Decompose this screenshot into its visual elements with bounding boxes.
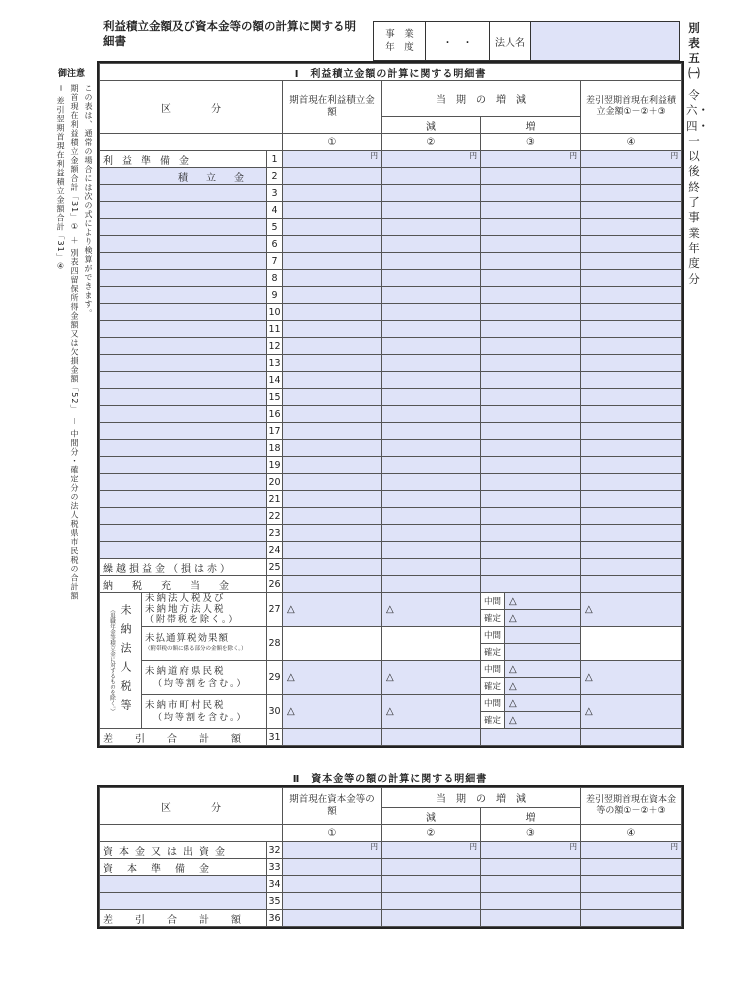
- amount-cell[interactable]: [382, 304, 481, 321]
- row-label-field[interactable]: [100, 321, 267, 338]
- table-row: 差引合計額 36: [100, 910, 682, 927]
- amount-cell[interactable]: [581, 508, 682, 525]
- amount-cell[interactable]: [283, 185, 382, 202]
- table-row: 4: [100, 202, 682, 219]
- amount-cell[interactable]: [382, 474, 481, 491]
- amount-cell[interactable]: [581, 321, 682, 338]
- amount-cell[interactable]: [581, 219, 682, 236]
- amount-cell[interactable]: [382, 287, 481, 304]
- col1-header: 期首現在資本金等の額: [283, 788, 382, 825]
- table-row: 18: [100, 440, 682, 457]
- table-row: 34: [100, 876, 682, 893]
- row-label-field[interactable]: [100, 287, 267, 304]
- amount-cell[interactable]: 円: [382, 151, 481, 168]
- amount-cell[interactable]: [283, 372, 382, 389]
- table-row: 7: [100, 253, 682, 270]
- header-box: [373, 21, 680, 61]
- row-label-field[interactable]: [100, 304, 267, 321]
- period-field[interactable]: ・ ・: [426, 22, 490, 60]
- section2-table: 区 分 期首現在資本金等の額 当 期 の 増 減 差引翌期首現在資本金等の額①－②＋③ 減 増 ① ② ③ ④ 資本金又は出資金 32 円 円 円 円 資本準備金 33 34 35 差引合計額 36: [99, 787, 682, 927]
- section2-title: Ⅱ 資本金等の額の計算に関する明細書: [292, 774, 488, 785]
- amount-cell[interactable]: [581, 491, 682, 508]
- row-label-field[interactable]: [100, 542, 267, 559]
- table-row: 利益準備金 1 円 円 円 円: [100, 151, 682, 168]
- amount-cell[interactable]: [481, 236, 581, 253]
- row-label-field[interactable]: [100, 270, 267, 287]
- table-row: 15: [100, 389, 682, 406]
- row-label: 差引合計額: [100, 910, 267, 927]
- amount-cell[interactable]: [481, 491, 581, 508]
- amount-cell[interactable]: [481, 406, 581, 423]
- row-label-field[interactable]: [100, 202, 267, 219]
- amount-cell[interactable]: △: [581, 593, 682, 627]
- table-row: 6: [100, 236, 682, 253]
- amount-cell[interactable]: [581, 253, 682, 270]
- amount-cell[interactable]: [581, 525, 682, 542]
- amount-cell[interactable]: [481, 270, 581, 287]
- amount-cell[interactable]: [581, 185, 682, 202]
- col3-header: 増: [481, 808, 581, 825]
- table-row: 17: [100, 423, 682, 440]
- table-row: 未払通算税効果額 （附帯税の額に係る部分の金額を除く。） 28 中間: [100, 627, 682, 644]
- amount-cell[interactable]: [481, 355, 581, 372]
- table-row: 19: [100, 457, 682, 474]
- row-label-field[interactable]: [100, 423, 267, 440]
- row-label-field[interactable]: [100, 219, 267, 236]
- amount-cell[interactable]: [283, 525, 382, 542]
- colnum-3: ③: [481, 134, 581, 151]
- corp-name-field[interactable]: [531, 22, 679, 60]
- change-header: 当 期 の 増 減: [382, 788, 581, 808]
- table-row: 8: [100, 270, 682, 287]
- unpaid-group-label: （退職年金等積立金に対するものを除く。） 未納法人税等: [100, 593, 142, 729]
- amount-cell[interactable]: [481, 219, 581, 236]
- amount-cell[interactable]: [382, 321, 481, 338]
- corp-name-label: 法人名: [490, 22, 531, 60]
- amount-cell[interactable]: [581, 372, 682, 389]
- amount-cell[interactable]: [382, 457, 481, 474]
- table-row: 5: [100, 219, 682, 236]
- amount-cell[interactable]: [481, 525, 581, 542]
- amount-cell[interactable]: △: [283, 593, 382, 627]
- amount-cell[interactable]: [283, 508, 382, 525]
- amount-cell[interactable]: [581, 423, 682, 440]
- kubun-header: 区 分: [100, 788, 283, 825]
- table-row: 11: [100, 321, 682, 338]
- amount-cell[interactable]: [283, 321, 382, 338]
- change-header: 当 期 の 増 減: [382, 81, 581, 117]
- amount-cell[interactable]: [481, 457, 581, 474]
- amount-cell[interactable]: [481, 440, 581, 457]
- amount-cell[interactable]: [481, 287, 581, 304]
- row-label: 未納法人税及び 未納地方法人税 （附帯税を除く。）: [142, 593, 267, 627]
- amount-cell[interactable]: [382, 440, 481, 457]
- row-label-field[interactable]: [100, 525, 267, 542]
- period-label: 事 業 年 度: [374, 22, 426, 60]
- col2-header: 減: [382, 808, 481, 825]
- amount-cell[interactable]: [581, 338, 682, 355]
- amount-cell[interactable]: [283, 457, 382, 474]
- table-row: 14: [100, 372, 682, 389]
- table-row: 12: [100, 338, 682, 355]
- amount-cell[interactable]: △: [382, 593, 481, 627]
- colnum-2: ②: [382, 134, 481, 151]
- row-label: 資本金又は出資金: [100, 842, 267, 859]
- row-label-field[interactable]: [100, 440, 267, 457]
- amount-cell[interactable]: [382, 355, 481, 372]
- amount-cell[interactable]: 円: [581, 151, 682, 168]
- amount-cell[interactable]: [283, 219, 382, 236]
- amount-cell[interactable]: [283, 338, 382, 355]
- table-row: 未納市町村民税 （均等割を含む。） 30 △ △ 中間 △ △: [100, 695, 682, 712]
- table-row: 資本金又は出資金 32 円 円 円 円: [100, 842, 682, 859]
- notes-line1: この表は、通常の場合には次の式により検算ができます。: [84, 84, 93, 318]
- amount-cell[interactable]: [382, 525, 481, 542]
- amount-cell[interactable]: [382, 202, 481, 219]
- row-label: 資本準備金: [100, 859, 267, 876]
- row-label-field[interactable]: [100, 491, 267, 508]
- amount-cell[interactable]: [382, 389, 481, 406]
- table-row: 差引合計額 31: [100, 729, 682, 746]
- amount-cell[interactable]: [581, 270, 682, 287]
- row-label: 未払通算税効果額 （附帯税の額に係る部分の金額を除く。）: [142, 627, 267, 661]
- amount-cell[interactable]: [581, 406, 682, 423]
- amount-cell[interactable]: [283, 270, 382, 287]
- notes-line3: ＝ 差引翌期首現在利益積立金額合計「31」④: [56, 84, 65, 272]
- row-label-field[interactable]: [100, 457, 267, 474]
- form-id: 別表五㈠: [688, 21, 700, 80]
- row-label-field[interactable]: [100, 185, 267, 202]
- amount-cell[interactable]: [382, 406, 481, 423]
- amount-cell[interactable]: [581, 457, 682, 474]
- row-label: 利益準備金: [100, 151, 267, 168]
- amount-cell[interactable]: [481, 304, 581, 321]
- amount-cell[interactable]: [283, 287, 382, 304]
- amount-cell[interactable]: [581, 202, 682, 219]
- amount-cell[interactable]: [382, 508, 481, 525]
- table-row: 積立金 2: [100, 168, 682, 185]
- form-title: 利益積立金額及び資本金等の額の計算に関する明細書: [103, 19, 356, 48]
- table-row: 16: [100, 406, 682, 423]
- amount-cell[interactable]: [283, 491, 382, 508]
- applicability-note: 令六・四・一以後終了事業年度分: [686, 88, 709, 286]
- table-row: 20: [100, 474, 682, 491]
- row-label-field[interactable]: [100, 236, 267, 253]
- amount-cell[interactable]: [481, 372, 581, 389]
- col1-header: 期首現在利益積立金額: [283, 81, 382, 134]
- amount-cell[interactable]: [283, 389, 382, 406]
- amount-cell[interactable]: [283, 423, 382, 440]
- row-label-field[interactable]: [100, 389, 267, 406]
- table-row: 未納道府県民税 （均等割を含む。） 29 △ △ 中間 △ △: [100, 661, 682, 678]
- colnum-1: ①: [283, 134, 382, 151]
- amount-cell[interactable]: [283, 202, 382, 219]
- amount-cell[interactable]: [481, 321, 581, 338]
- amount-cell[interactable]: [481, 542, 581, 559]
- col2-header: 減: [382, 117, 481, 134]
- amount-cell[interactable]: [581, 236, 682, 253]
- amount-cell[interactable]: [382, 338, 481, 355]
- amount-cell[interactable]: △: [505, 593, 581, 610]
- amount-cell[interactable]: [283, 236, 382, 253]
- amount-cell[interactable]: [382, 236, 481, 253]
- amount-cell[interactable]: [481, 185, 581, 202]
- col4-header: 差引翌期首現在資本金等の額①－②＋③: [581, 788, 682, 825]
- amount-cell[interactable]: [581, 355, 682, 372]
- notes-heading: 御注意: [58, 69, 86, 79]
- col3-header: 増: [481, 117, 581, 134]
- amount-cell[interactable]: [382, 185, 481, 202]
- table-row: 35: [100, 893, 682, 910]
- amount-cell[interactable]: [581, 287, 682, 304]
- amount-cell[interactable]: [581, 542, 682, 559]
- table-row: 13: [100, 355, 682, 372]
- amount-cell[interactable]: [283, 542, 382, 559]
- blank-rows: [100, 185, 682, 559]
- amount-cell[interactable]: [283, 474, 382, 491]
- amount-cell[interactable]: [481, 253, 581, 270]
- row-label-field[interactable]: [100, 253, 267, 270]
- amount-cell[interactable]: [382, 219, 481, 236]
- amount-cell[interactable]: [382, 270, 481, 287]
- row-label: 未納市町村民税 （均等割を含む。）: [142, 695, 267, 729]
- amount-cell[interactable]: [481, 508, 581, 525]
- amount-cell[interactable]: [382, 491, 481, 508]
- amount-cell[interactable]: 円: [481, 151, 581, 168]
- table-row: 繰越損益金（損は赤） 25: [100, 559, 682, 576]
- table-row: 22: [100, 508, 682, 525]
- amount-cell[interactable]: [581, 474, 682, 491]
- amount-cell[interactable]: [581, 304, 682, 321]
- amount-cell[interactable]: [481, 474, 581, 491]
- row-label-field[interactable]: [100, 355, 267, 372]
- amount-cell[interactable]: [581, 440, 682, 457]
- amount-cell[interactable]: [581, 389, 682, 406]
- amount-cell[interactable]: [481, 338, 581, 355]
- row-label[interactable]: 積立金: [100, 168, 267, 185]
- row-label: 未納道府県民税 （均等割を含む。）: [142, 661, 267, 695]
- colnum-4: ④: [581, 134, 682, 151]
- row-label-field[interactable]: [100, 508, 267, 525]
- amount-cell[interactable]: [283, 440, 382, 457]
- table-row: 24: [100, 542, 682, 559]
- row-label: 差引合計額: [100, 729, 267, 746]
- amount-cell[interactable]: [283, 406, 382, 423]
- notes-line2: 期首現在利益積立金額合計「31」① ＋ 別表四留保所得金額又は欠損金額「52」 － 中間分・確定分の法人税県市民税の合計額: [70, 84, 79, 601]
- section1-table: Ⅰ 利益積立金額の計算に関する明細書 区 分 期首現在利益積立金額 当 期 の 増 減 差引翌期首現在利益積立金額①－②＋③ 減 増 ① ② ③ ④ 利益準備金 1 円 円 円 円 積立金 2 3 4 5 6 7 8 9 10 11 12 13 14 15 16 17 18 19 20 21 22 23 24 繰越損益金（損は赤） 25 納税充当金 26 （退職年金等積立金に対するものを除く。） 未納法人税等 未納法人税及び 未納地方法人税 （附帯税を除く。） 27 △ △ 中間 △ △ 確定 △ 未払通算税効果額 （附帯税の額に係る部分の金額を除く。） 28 中間 確定 未納道府県民税 （均等割を含む。） 29 △ △ 中間 △ △ 確定 △ 未納市町村民税 （均等割を含む。） 30 △ △ 中間 △ △ 確定 △ 差引合計額 31: [99, 63, 682, 746]
- row-label-field[interactable]: [100, 474, 267, 491]
- row-label: 納税充当金: [100, 576, 267, 593]
- row-label-field[interactable]: [100, 372, 267, 389]
- amount-cell[interactable]: [481, 389, 581, 406]
- amount-cell[interactable]: [283, 253, 382, 270]
- row-label-field[interactable]: [100, 338, 267, 355]
- col4-header: 差引翌期首現在利益積立金額①－②＋③: [581, 81, 682, 134]
- table-row: 10: [100, 304, 682, 321]
- amount-cell[interactable]: [382, 542, 481, 559]
- amount-cell[interactable]: △: [505, 610, 581, 627]
- section1-title: Ⅰ 利益積立金額の計算に関する明細書: [100, 64, 682, 81]
- amount-cell[interactable]: [382, 372, 481, 389]
- table-row: 資本準備金 33: [100, 859, 682, 876]
- amount-cell[interactable]: [481, 202, 581, 219]
- table-row: 3: [100, 185, 682, 202]
- table-row: 23: [100, 525, 682, 542]
- amount-cell[interactable]: [283, 304, 382, 321]
- amount-cell[interactable]: [481, 423, 581, 440]
- amount-cell[interactable]: 円: [283, 151, 382, 168]
- row-label-field[interactable]: [100, 406, 267, 423]
- table-row: 21: [100, 491, 682, 508]
- amount-cell[interactable]: [283, 355, 382, 372]
- table-row: （退職年金等積立金に対するものを除く。） 未納法人税等 未納法人税及び 未納地方法人税 （附帯税を除く。） 27 △ △ 中間 △ △: [100, 593, 682, 610]
- table-row: 納税充当金 26: [100, 576, 682, 593]
- kubun-header: 区 分: [100, 81, 283, 134]
- amount-cell[interactable]: [382, 253, 481, 270]
- amount-cell[interactable]: [382, 423, 481, 440]
- row-label: 繰越損益金（損は赤）: [100, 559, 267, 576]
- table-row: 9: [100, 287, 682, 304]
